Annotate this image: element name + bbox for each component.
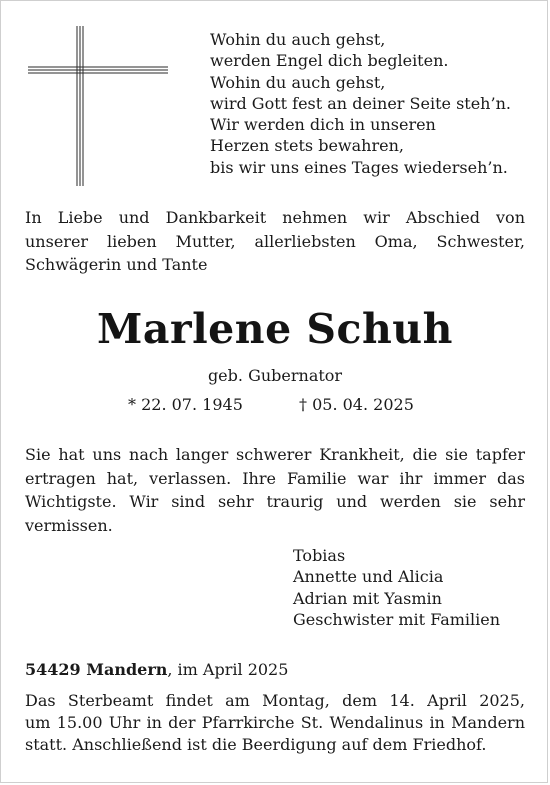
funeral-line: statt. Anschließend ist die Beerdigung auf dem Friedhof. — [25, 735, 487, 754]
message-text — [25, 443, 525, 537]
mourner: Adrian mit Yasmin — [293, 588, 442, 608]
intro-line: Schwägerin und Tante — [25, 255, 208, 274]
death-date: † 05. 04. 2025 — [299, 395, 414, 414]
poem-line: wird Gott fest an deiner Seite steh’n. — [210, 93, 511, 113]
poem-line: bis wir uns eines Tages wiederseh’n. — [210, 157, 508, 177]
intro-text — [25, 206, 525, 277]
message-line: ertragen hat, verlassen. Ihre Familie war ihr immer das — [25, 468, 525, 488]
date: , im April 2025 — [167, 660, 289, 679]
poem-line: werden Engel dich begleiten. — [210, 51, 449, 71]
place: 54429 Mandern — [25, 660, 168, 679]
poem-line: Wohin du auch gehst, — [210, 72, 386, 92]
mourner: Geschwister mit Familien — [293, 609, 501, 629]
cross-icon — [28, 26, 168, 186]
message-line: vermissen. — [25, 515, 113, 535]
intro-line: In Liebe und Dankbarkeit nehmen wir Abschied von — [25, 208, 525, 227]
deceased-name: Marlene Schuh — [97, 305, 453, 353]
mourner: Annette und Alicia — [293, 567, 444, 587]
intro-line: unserer lieben Mutter, allerliebsten Oma, Schwester, — [25, 231, 525, 251]
birth-date: * 22. 07. 1945 — [128, 395, 243, 414]
poem-line: Herzen stets bewahren, — [210, 136, 404, 156]
funeral-line: Das Sterbeamt findet am Montag, dem 14. April 2025, — [25, 691, 525, 710]
funeral-line: um 15.00 Uhr in der Pfarrkirche St. Wendalinus in Mandern — [25, 713, 525, 732]
poem-line: Wohin du auch gehst, — [210, 30, 386, 49]
mourners-list — [293, 545, 500, 630]
place-date-line — [25, 659, 288, 681]
poem-line: Wir werden dich in unseren — [210, 115, 436, 135]
message-line: Sie hat uns nach langer schwerer Krankheit, die sie tapfer — [25, 445, 525, 464]
birth-name: geb. Gubernator — [207, 366, 343, 385]
poem — [210, 29, 511, 178]
message-line: Wichtigste. Wir sind sehr traurig und werden sie sehr — [25, 492, 525, 512]
funeral-info — [25, 690, 525, 756]
mourner: Tobias — [293, 546, 346, 565]
